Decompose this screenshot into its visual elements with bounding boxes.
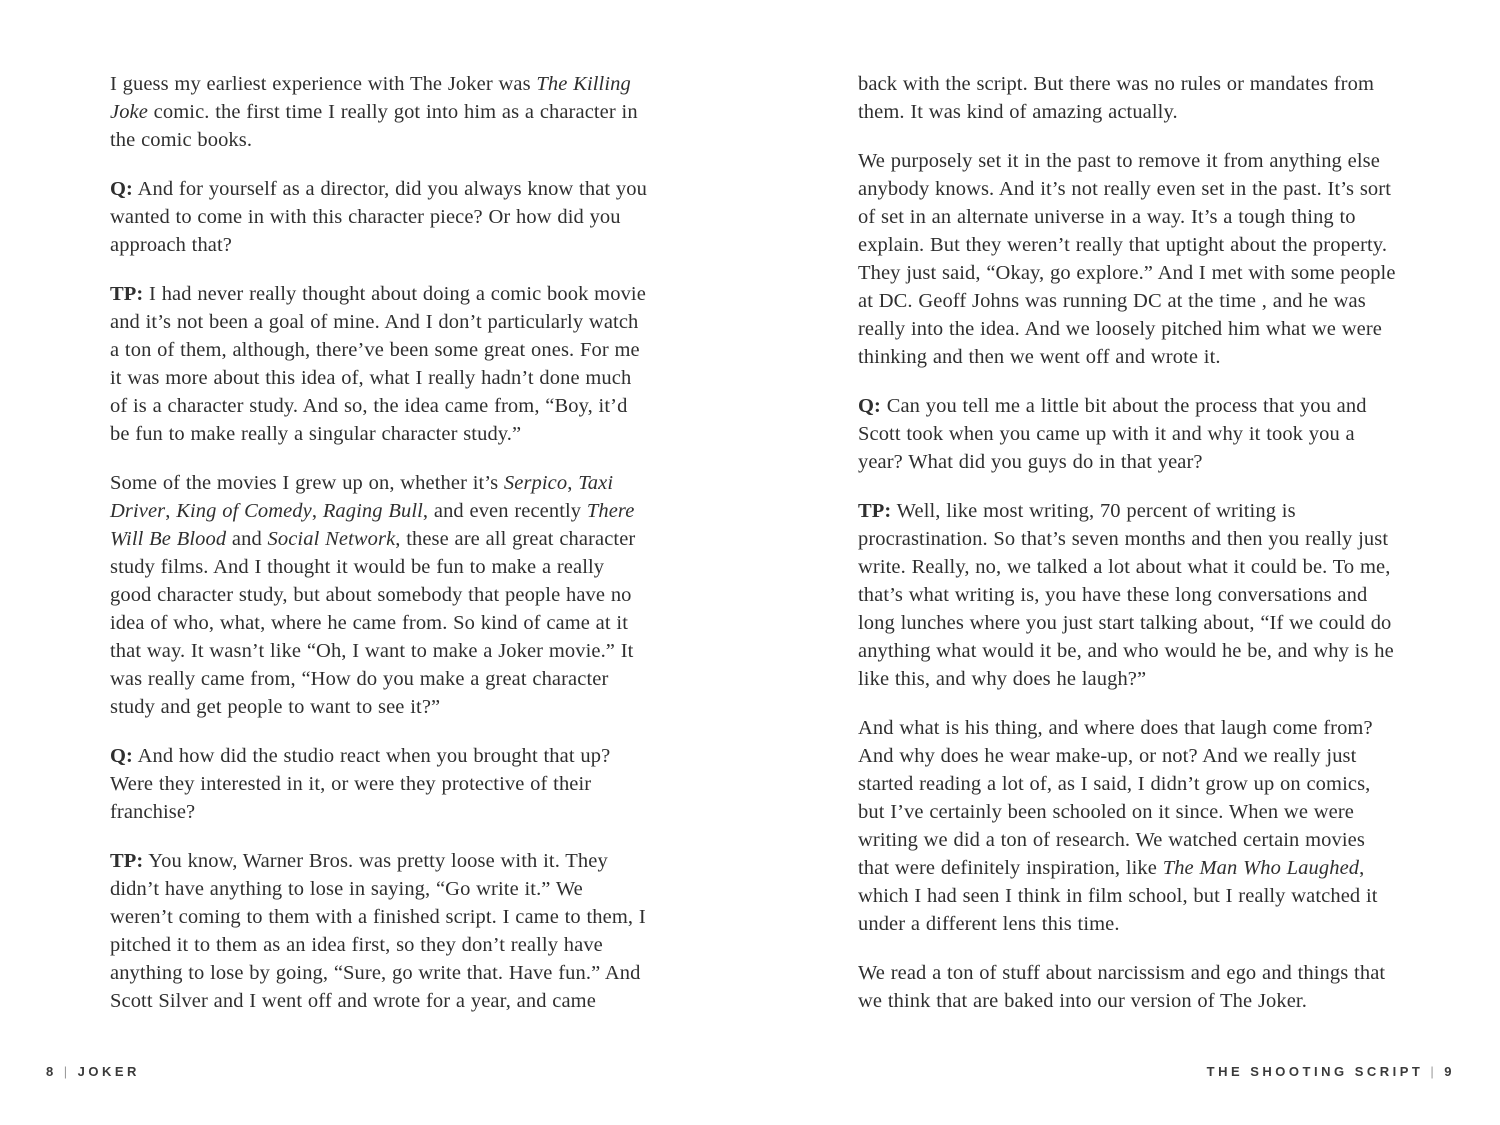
text-segment: We purposely set it in the past to remove it from anything else anybody knows. And it’s not really even set in the past. It’s sort of set in an alternate universe in a way. It’s a tough thing to explain. But they weren’t really that uptight about the property. They just said, “Okay, go explore.” And I met with some people at DC. Geoff Johns was running DC at the time , and he was really into the idea. And we loosely pitched him what we were thinking and then we went off and wrote it. [858, 150, 1396, 368]
text-segment: , which I had seen I think in film school, but I really watched it under a different lens this time. [858, 857, 1378, 935]
text-segment: And for yourself as a director, did you always know that you wanted to come in with this character piece? Or how did you approach that? [110, 178, 647, 256]
left-page-number: 8 [46, 1064, 57, 1079]
text-segment: The Man Who Laughed [1162, 857, 1360, 879]
text-segment: Raging Bull [322, 500, 423, 522]
paragraph [858, 959, 1396, 1015]
text-segment: King of Comedy [176, 500, 312, 522]
text-segment: Can you tell me a little bit about the process that you and Scott took when you came up with it and why it took you a year? What did you guys do in that year? [858, 395, 1367, 473]
paragraph [110, 280, 648, 448]
text-segment: Taxi Driver [110, 472, 614, 522]
left-page-footer [46, 1064, 140, 1079]
paragraph [110, 70, 648, 154]
text-segment: comic. the first time I really got into him as a character in the comic books. [110, 101, 638, 151]
text-segment: And how did the studio react when you brought that up? Were they interested in it, or were they protective of their franchise? [110, 745, 611, 823]
text-segment: I guess my earliest experience with The Joker was [110, 73, 537, 95]
text-segment: I had never really thought about doing a comic book movie and it’s not been a goal of mine. And I don’t particularly watch a ton of them, although, there’ve been some great ones. For me it was more about this idea of, what I really hadn’t done much of is a character study. And so, the idea came from, “Boy, it’d be fun to make really a singular character study.” [110, 283, 646, 445]
right-page-number: 9 [1444, 1064, 1455, 1079]
text-segment: Q: [110, 745, 133, 767]
text-segment: , these are all great character study films. And I thought it would be fun to make a really good character study, but about somebody that people have no idea of who, what, where he came from. So kind of came at it that way. It wasn’t like “Oh, I want to make a Joker movie.” It was really came from, “How do you make a great character study and get people to want to see it?” [110, 528, 636, 718]
text-segment: and [226, 528, 268, 550]
text-segment: TP: [858, 500, 892, 522]
text-segment: , [165, 500, 177, 522]
right-page-footer [1207, 1064, 1455, 1079]
right-footer-label: THE SHOOTING SCRIPT [1206, 1064, 1424, 1079]
text-segment: Well, like most writing, 70 percent of writing is procrastination. So that’s seven months and then you really just write. Really, no, we talked a lot about what it could be. To me, that’s what writing is, you have these long conversations and long lunches where you just start talking about, “If we could do anything what would it be, and who would he be, and why is he like this, and why does he laugh?” [858, 500, 1394, 690]
paragraph [858, 714, 1396, 938]
text-segment: Q: [858, 395, 881, 417]
text-segment: You know, Warner Bros. was pretty loose with it. They didn’t have anything to lose in saying, “Go write it.” We weren’t coming to them with a finished script. I came to them, I pitched it to them as an idea first, so they don’t really have anything to lose by going, “Sure, go write that. Have fun.” And Scott Silver and I went off and wrote for a year, and came [110, 850, 646, 1012]
paragraph [858, 392, 1396, 476]
footer-separator: | [1430, 1064, 1438, 1079]
text-segment: , [311, 500, 323, 522]
paragraph [110, 175, 648, 259]
footer-separator: | [63, 1064, 71, 1079]
text-segment: , and even recently [422, 500, 587, 522]
text-segment: And what is his thing, and where does that laugh come from? And why does he wear make-up, or not? And we really just started reading a lot of, as I said, I didn’t grow up on comics, but I’ve certainly been schooled on it since. When we were writing we did a ton of research. We watched certain movies that were definitely inspiration, like [858, 717, 1373, 879]
text-segment: Social Network [267, 528, 396, 550]
text-segment: TP: [110, 850, 144, 872]
text-segment: There Will Be Blood [110, 500, 635, 550]
right-page-text [858, 70, 1396, 1036]
left-footer-label: JOKER [77, 1064, 140, 1079]
paragraph [110, 742, 648, 826]
text-segment: We read a ton of stuff about narcissism and ego and things that we think that are baked into our version of The Joker. [858, 962, 1386, 1012]
paragraph [858, 147, 1396, 371]
text-segment: Some of the movies I grew up on, whether it’s [110, 472, 504, 494]
text-segment: back with the script. But there was no rules or mandates from them. It was kind of amazing actually. [858, 73, 1374, 123]
text-segment: The Killing Joke [110, 73, 631, 123]
left-page-text [110, 70, 648, 1036]
paragraph [110, 469, 648, 721]
paragraph [858, 497, 1396, 693]
paragraph [858, 70, 1396, 126]
text-segment: , [567, 472, 579, 494]
text-segment: Q: [110, 178, 133, 200]
paragraph [110, 847, 648, 1015]
text-segment: Serpico [503, 472, 568, 494]
text-segment: TP: [110, 283, 144, 305]
